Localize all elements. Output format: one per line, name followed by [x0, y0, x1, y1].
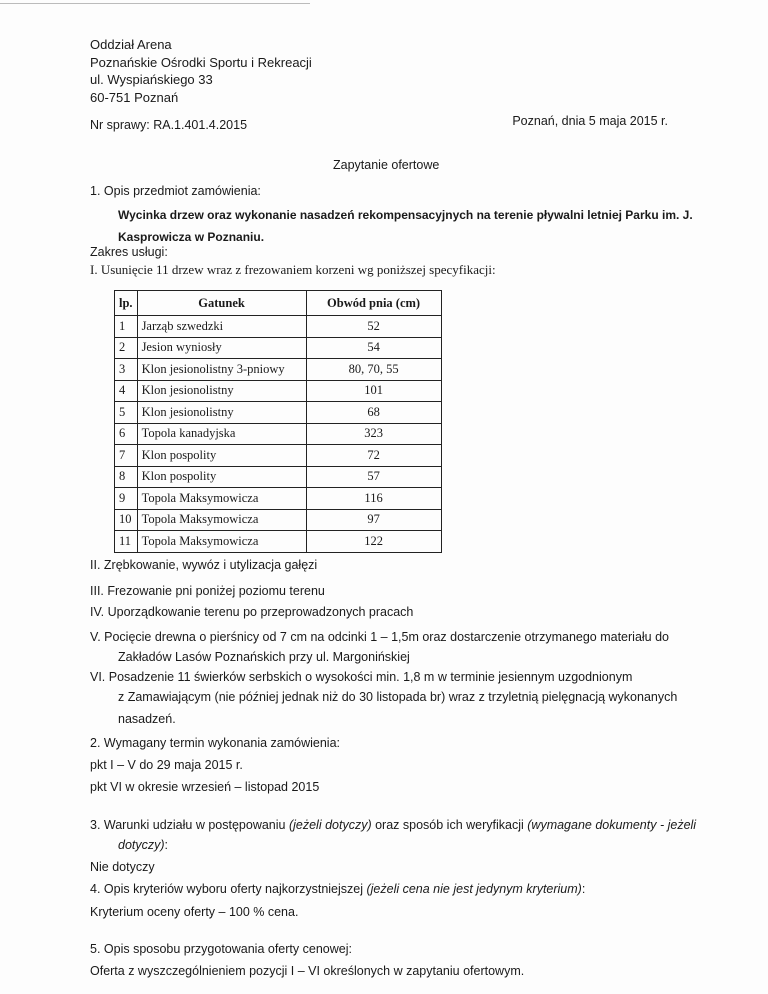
section-4-italic: (jeżeli cena nie jest jedynym kryterium)	[366, 882, 582, 896]
row-circumference: 80, 70, 55	[306, 359, 441, 381]
table-row	[115, 531, 442, 553]
row-species: Klon jesionolistny	[137, 402, 306, 424]
section-4-suffix: :	[581, 882, 586, 896]
row-lp: 5	[115, 402, 138, 424]
row-lp: 2	[115, 337, 138, 359]
row-circumference: 97	[306, 509, 441, 531]
row-circumference: 57	[306, 466, 441, 488]
row-circumference: 122	[306, 531, 441, 553]
section-3-middle: oraz sposób ich weryfikacji	[371, 818, 528, 832]
row-lp: 9	[115, 488, 138, 510]
place-date: Poznań, dnia 5 maja 2015 r.	[512, 114, 668, 128]
row-species: Klon jesionolistny	[137, 380, 306, 402]
section-1-heading: 1. Opis przedmiot zamówienia:	[90, 184, 261, 198]
row-species: Klon jesionolistny 3-pniowy	[137, 359, 306, 381]
section-3-italic-1: (jeżeli dotyczy)	[288, 818, 372, 832]
sender-address	[90, 36, 312, 106]
row-lp: 6	[115, 423, 138, 445]
section-3-suffix: :	[164, 838, 169, 852]
row-species: Klon pospolity	[137, 466, 306, 488]
row-circumference: 68	[306, 402, 441, 424]
subject-line-1: Wycinka drzew oraz wykonanie nasadzeń rekompensacyjnych na terenie pływalni letniej Parku im. J.	[118, 208, 693, 222]
table-row	[115, 359, 442, 381]
table-row	[115, 488, 442, 510]
section-4-heading	[90, 882, 585, 896]
row-species: Topola Maksymowicza	[137, 531, 306, 553]
section-3-prefix: 3. Warunki udziału w postępowaniu	[90, 818, 289, 832]
section-3-heading-cont	[118, 838, 168, 852]
header-lp: lp.	[115, 291, 138, 316]
deadline-line-2: pkt VI w okresie wrzesień – listopad 2015	[90, 780, 320, 794]
row-lp: 7	[115, 445, 138, 467]
row-lp: 3	[115, 359, 138, 381]
row-circumference: 116	[306, 488, 441, 510]
row-species: Jesion wyniosły	[137, 337, 306, 359]
scope-label: Zakres usługi:	[90, 245, 168, 259]
row-circumference: 54	[306, 337, 441, 359]
table-header-row	[115, 291, 442, 316]
row-lp: 10	[115, 509, 138, 531]
row-circumference: 52	[306, 316, 441, 338]
table-row	[115, 466, 442, 488]
item-V-line-2: Zakładów Lasów Poznańskich przy ul. Margonińskiej	[118, 650, 410, 664]
row-circumference: 101	[306, 380, 441, 402]
section-4-answer: Kryterium oceny oferty – 100 % cena.	[90, 905, 299, 919]
deadline-line-1: pkt I – V do 29 maja 2015 r.	[90, 758, 243, 772]
table-row	[115, 509, 442, 531]
row-circumference: 323	[306, 423, 441, 445]
item-V-line-1: V. Pocięcie drewna o pierśnicy od 7 cm na odcinki 1 – 1,5m oraz dostarczenie otrzymanego materiału do	[90, 630, 670, 644]
header-circumference: Obwód pnia (cm)	[306, 291, 441, 316]
row-circumference: 72	[306, 445, 441, 467]
row-lp: 1	[115, 316, 138, 338]
table-row	[115, 316, 442, 338]
sender-line-3: ul. Wyspiańskiego 33	[90, 72, 213, 87]
item-I: I. Usunięcie 11 drzew wraz z frezowaniem korzeni wg poniższej specyfikacji:	[90, 262, 496, 277]
item-III: III. Frezowanie pni poniżej poziomu terenu	[90, 584, 325, 598]
table-row	[115, 445, 442, 467]
sender-line-4: 60-751 Poznań	[90, 89, 179, 105]
subject-line-2: Kasprowicza w Poznaniu.	[118, 230, 265, 244]
table-row	[115, 402, 442, 424]
table-row	[115, 423, 442, 445]
row-lp: 4	[115, 380, 138, 402]
item-IV: IV. Uporządkowanie terenu po przeprowadzonych pracach	[90, 605, 414, 619]
document-title: Zapytanie ofertowe	[333, 158, 440, 172]
header-species: Gatunek	[137, 291, 306, 316]
section-3-heading	[90, 818, 696, 832]
trees-table	[114, 290, 442, 553]
item-II: II. Zrębkowanie, wywóz i utylizacja gałęzi	[90, 558, 318, 572]
item-VI-line-3: nasadzeń.	[118, 712, 176, 726]
case-number: Nr sprawy: RA.1.401.4.2015	[90, 118, 248, 132]
table-row	[115, 380, 442, 402]
section-3-italic-2: (wymagane dokumenty - jeżeli	[527, 818, 697, 832]
sender-line-1: Oddział Arena	[90, 37, 172, 52]
section-3-answer: Nie dotyczy	[90, 860, 155, 874]
item-VI-line-1: VI. Posadzenie 11 świerków serbskich o wysokości min. 1,8 m w terminie jesiennym uzgodnionym	[90, 670, 633, 684]
item-VI-line-2: z Zamawiającym (nie później jednak niż do 30 listopada br) wraz z trzyletnią pielęgnacją wykonanych	[118, 690, 678, 704]
section-2-heading: 2. Wymagany termin wykonania zamówienia:	[90, 736, 340, 750]
section-5-heading: 5. Opis sposobu przygotowania oferty cenowej:	[90, 942, 352, 956]
section-4-prefix: 4. Opis kryteriów wyboru oferty najkorzystniejszej	[90, 882, 367, 896]
row-lp: 11	[115, 531, 138, 553]
row-species: Topola Maksymowicza	[137, 488, 306, 510]
row-species: Klon pospolity	[137, 445, 306, 467]
section-3-italic-3: dotyczy)	[118, 838, 165, 852]
row-species: Topola Maksymowicza	[137, 509, 306, 531]
row-species: Topola kanadyjska	[137, 423, 306, 445]
section-5-answer: Oferta z wyszczególnieniem pozycji I – VI określonych w zapytaniu ofertowym.	[90, 964, 525, 978]
row-species: Jarząb szwedzki	[137, 316, 306, 338]
row-lp: 8	[115, 466, 138, 488]
sender-line-2: Poznańskie Ośrodki Sportu i Rekreacji	[90, 54, 312, 70]
table-row	[115, 337, 442, 359]
scan-edge-line	[0, 3, 310, 4]
